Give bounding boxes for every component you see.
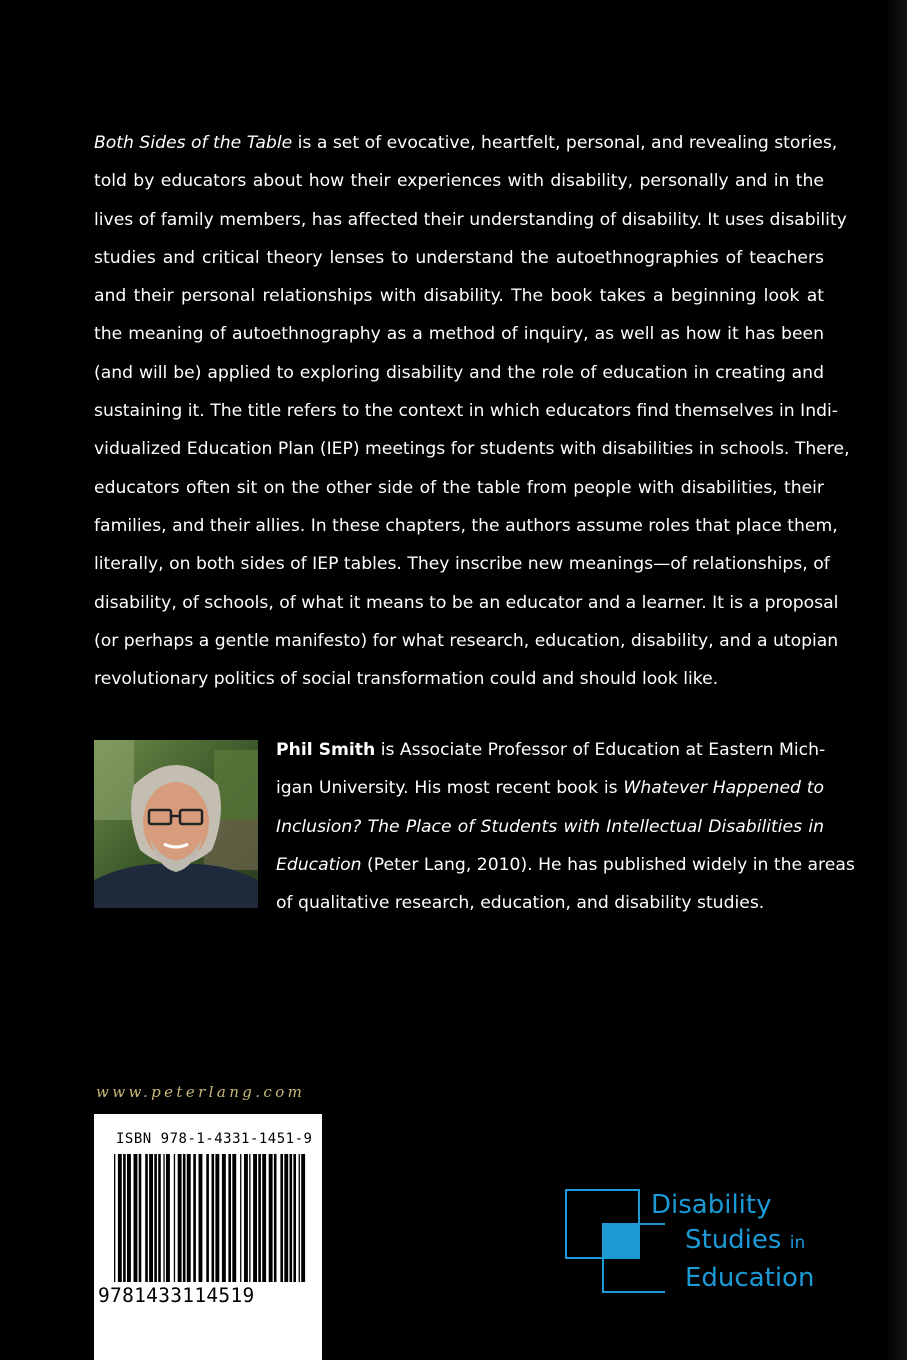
author-name: Phil Smith (276, 740, 376, 760)
barcode-bar (114, 1154, 115, 1282)
blurb-line-3: lives of family members, has affected their understanding of disability. It uses disability (94, 209, 847, 230)
barcode-bar (280, 1154, 283, 1282)
series-name (651, 1188, 814, 1296)
barcode-bar (158, 1154, 161, 1282)
barcode-bars (114, 1154, 305, 1282)
bio-line-5: of qualitative research, education, and disability studies. (276, 893, 765, 914)
bio-line-4: Education (Peter Lang, 2010). He has published widely in the areas (276, 854, 855, 875)
blurb-line-15: revolutionary politics of social transformation could and should look like. (94, 669, 719, 690)
barcode-bar (149, 1154, 153, 1282)
blurb-line-1: Both Sides of the Table is a set of evocative, heartfelt, personal, and revealing stories, (94, 133, 838, 153)
ean-digits: 9781433114519 (98, 1284, 255, 1307)
blurb-line-4: studies and critical theory lenses to understand the autoethnographies of teachers (94, 247, 824, 268)
blurb-line-14: (or perhaps a gentle manifesto) for what research, education, disability, and a utopian (94, 630, 839, 651)
author-photo (94, 740, 258, 908)
barcode-bar (127, 1154, 131, 1282)
barcode-bar (212, 1154, 215, 1282)
barcode-bar (154, 1154, 157, 1282)
author-portrait-image (94, 740, 258, 908)
bio-line-1: Phil Smith is Associate Professor of Education at Eastern Mich- (276, 740, 826, 760)
series-line-2: Studies in (685, 1225, 806, 1255)
series-logo (565, 1188, 827, 1294)
barcode-bar (134, 1154, 138, 1282)
barcode-bar (193, 1154, 196, 1282)
barcode-bar (215, 1154, 219, 1282)
barcode-bar (118, 1154, 122, 1282)
barcode-bar (293, 1154, 296, 1282)
barcode-bar (274, 1154, 277, 1282)
series-line-1: Disability (651, 1190, 772, 1220)
barcode-bar (290, 1154, 293, 1282)
barcode-bar (299, 1154, 300, 1282)
barcode-bar (206, 1154, 209, 1282)
barcode-bar (139, 1154, 142, 1282)
series-line-3: Education (685, 1263, 815, 1293)
barcode-bar (178, 1154, 182, 1282)
barcode-panel (94, 1114, 322, 1360)
blurb-line-9: vidualized Education Plan (IEP) meetings for students with disabilities in schools. There, (94, 439, 850, 460)
barcode-bar (301, 1154, 305, 1282)
blurb-line-12: literally, on both sides of IEP tables. They inscribe new meanings—of relationships, of (94, 554, 830, 575)
barcode-bar (145, 1154, 148, 1282)
blurb-line-7: (and will be) applied to exploring disability and the role of education in creating and (94, 362, 824, 383)
blurb-line-8: sustaining it. The title refers to the context in which educators find themselves in Indi- (94, 401, 838, 422)
book-title: Both Sides of the Table (94, 133, 293, 153)
spine-shadow (885, 0, 907, 1360)
publisher-website: www.peterlang.com (96, 1083, 306, 1101)
barcode-bar (183, 1154, 186, 1282)
barcode-bar (284, 1154, 288, 1282)
barcode-bar (123, 1154, 126, 1282)
barcode-bar (187, 1154, 191, 1282)
blurb-line-11: families, and their allies. In these chapters, the authors assume roles that place them, (94, 515, 838, 536)
blurb-line-5: and their personal relationships with disability. The book takes a beginning look at (94, 286, 824, 307)
barcode-image (94, 1114, 322, 1360)
barcode-bar (174, 1154, 175, 1282)
barcode-bar (244, 1154, 248, 1282)
isbn-label: ISBN 978-1-4331-1451-9 (116, 1131, 313, 1147)
barcode-bar (253, 1154, 257, 1282)
bio-line-2: igan University. His most recent book is Whatever Happened to (276, 778, 824, 799)
barcode-bar (222, 1154, 226, 1282)
book-description (94, 124, 850, 698)
barcode-bar (269, 1154, 273, 1282)
series-logo-squares-icon (565, 1188, 665, 1294)
barcode-bar (262, 1154, 266, 1282)
barcode-bar (249, 1154, 250, 1282)
barcode-bar (228, 1154, 231, 1282)
blurb-line-6: the meaning of autoethnography as a method of inquiry, as well as how it has been (94, 324, 824, 345)
barcode-bar (258, 1154, 261, 1282)
author-bio (276, 731, 855, 922)
bio-line-3: Inclusion? The Place of Students with Intellectual Disabilities in (276, 816, 824, 837)
barcode-bar (232, 1154, 236, 1282)
blurb-line-13: disability, of schools, of what it means to be an educator and a learner. It is a proposal (94, 592, 839, 613)
barcode-bar (163, 1154, 164, 1282)
barcode-bar (166, 1154, 170, 1282)
barcode-bar (199, 1154, 203, 1282)
blurb-line-10: educators often sit on the other side of the table from people with disabilities, their (94, 477, 824, 498)
blurb-line-2: told by educators about how their experiences with disability, personally and in the (94, 171, 824, 192)
barcode-bar (240, 1154, 241, 1282)
